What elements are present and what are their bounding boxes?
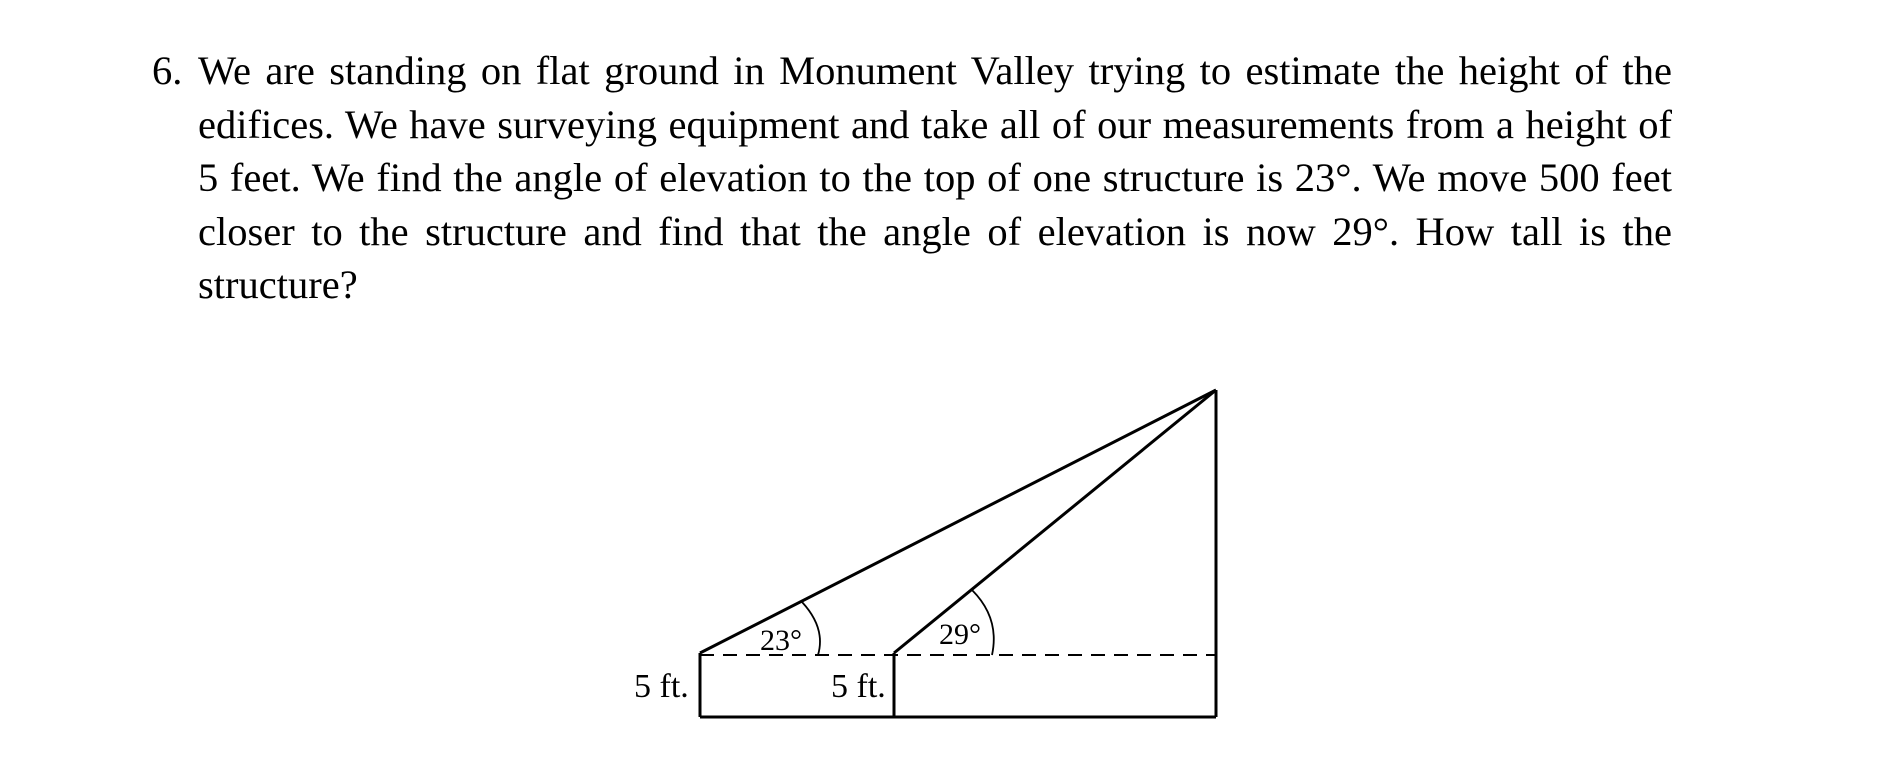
height-label-left: 5 ft. (634, 668, 689, 705)
problem-number: 6. (152, 48, 183, 93)
angle-label-first: 23° (760, 624, 802, 657)
height-label-middle: 5 ft. (831, 668, 886, 705)
angle-arc-first (802, 602, 820, 655)
line-of-sight-first (700, 390, 1216, 653)
problem-text: We are standing on flat ground in Monument Valley trying to estimate the height of the edifices. We have surveying equipment and take all of our measurements from a height of 5 feet. We find the angle of elevation to the top of one structure is 23°. We move 500 feet closer to the structure and find that the angle of elevation is now 29°. How tall is the structure? (198, 48, 1672, 307)
angle-label-second: 29° (939, 618, 981, 651)
line-of-sight-second (894, 390, 1216, 653)
